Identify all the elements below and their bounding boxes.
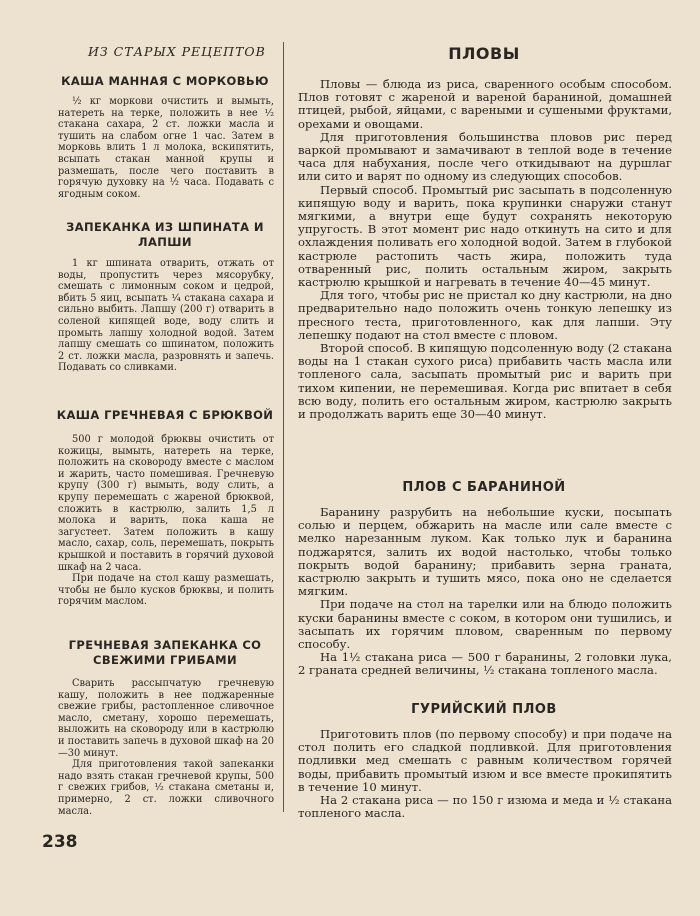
paragraph: При подаче на стол на тарелки или на блюдо положить куски баранины вместе с соком, в котором они тушились, и засыпать их горячим пловом, сваренным по первому способу. bbox=[298, 597, 672, 652]
recipe-body-guriyskiy bbox=[298, 728, 672, 820]
paragraph: Приготовить плов (по первому способу) и при подаче на стол полить его сладкой подливкой. Для приготовления подливки мед смешать с равным количеством горячей воды, прибавить промытый изюм и все вместе прокипятить в течение 10 минут. bbox=[298, 727, 672, 794]
recipe-body-grechnevaya-bryukva bbox=[58, 434, 274, 608]
paragraph: 500 г молодой брюквы очистить от кожицы, вымыть, натереть на терке, положить на сковороду вместе с маслом и жарить, часто помешивая. Гречневую крупу (300 г) вымыть, воду слить, а крупу перемешать с жареной брюквой, сложить в кастрюлю, залить 1,5 л молока и варить, пока каша не загустеет. Затем положить в кашу масло, сахар, соль, перемешать, покрыть крышкой и поставить в горячий духовой шкаф на 2 часа. bbox=[58, 434, 274, 573]
paragraph: Второй способ. В кипящую подсоленную воду (2 стакана воды на 1 стакан сухого риса) прибавить часть масла или топленого сала, засыпать промытый рис и варить при тихом кипении, не перемешивая. Когда рис впитает в себя всю воду, полить его остальным жиром, кастрюлю закрыть и продолжать варить еще 30—40 минут. bbox=[298, 341, 672, 422]
paragraph: При подаче на стол кашу размешать, чтобы не было кусков брюквы, и полить горячим маслом. bbox=[58, 573, 274, 608]
paragraph: Первый способ. Промытый рис засыпать в подсоленную кипящую воду и варить, пока крупинки снаружи станут мягкими, а внутри еще будут сохранять некоторую упругость. В этот момент рис надо откинуть на сито и для охлаждения поливать его холодной водой. Затем в глубокой кастрюле растопить часть жира, положить туда отваренный рис, полить остальным жиром, закрыть кастрюлю крышкой и нагревать в течение 40—45 минут. bbox=[298, 182, 672, 290]
paragraph: Для того, чтобы рис не пристал ко дну кастрюли, на дно предварительно надо положить очень тонкую лепешку из пресного теста, приготовленного, как для лапши. Эту лепешку подают на стол вместе с пловом. bbox=[298, 288, 672, 342]
recipe-body-mannaya bbox=[58, 96, 274, 200]
paragraph: Пловы — блюда из риса, сваренного особым способом. Плов готовят с жареной и вареной бараниной, домашней птицей, рыбой, яйцами, с вареными и сушеными фруктами, орехами и овощами. bbox=[298, 77, 672, 131]
recipe-title-grechnevaya-bryukva: КАША ГРЕЧНЕВАЯ С БРЮКВОЙ bbox=[56, 408, 274, 422]
paragraph: На 2 стакана риса — по 150 г изюма и меда и ½ стакана топленого масла. bbox=[298, 793, 672, 821]
recipe-title-guriyskiy: ГУРИЙСКИЙ ПЛОВ bbox=[411, 702, 557, 717]
recipe-body-spinach bbox=[58, 258, 274, 374]
page-number: 238 bbox=[42, 832, 78, 852]
recipe-body-plov-baranina bbox=[298, 506, 672, 678]
section-header: ИЗ СТАРЫХ РЕЦЕПТОВ bbox=[88, 44, 266, 59]
column-divider bbox=[283, 42, 284, 812]
recipe-title-mannaya: КАША МАННАЯ С МОРКОВЬЮ bbox=[61, 74, 269, 88]
paragraph: ½ кг моркови очистить и вымыть, натереть на терке, положить в нее ¹⁄₂ стакана сахара, 2 ст. ложки масла и тушить на слабом огне 1 час. Затем в морковь влить 1 л молока, вскипятить, всыпать стакан манной крупы и размешать, после чего поставить в горячую духовку на ½ часа. Подавать с ягодным соком. bbox=[58, 96, 274, 200]
paragraph: Для приготовления большинства пловов рис перед варкой промывают и замачивают в теплой воде в течение часа для набухания, после чего откидывают на дуршлаг или сито и варят по одному из следующих способов. bbox=[298, 129, 672, 184]
paragraph: Для приготовления такой запеканки надо взять стакан гречневой крупы, 500 г свежих грибов, ¹⁄₂ стакана сметаны и, примерно, 2 ст. ложки сливочного масла. bbox=[58, 759, 274, 817]
recipe-title-spinach: ЗАПЕКАНКА ИЗ ШПИНАТА И ЛАПШИ bbox=[66, 220, 264, 249]
paragraph: На 1½ стакана риса — 500 г баранины, 2 головки лука, 2 граната средней величины, ½ стакана топленого масла. bbox=[298, 650, 672, 678]
recipe-title-plov-baranina: ПЛОВ С БАРАНИНОЙ bbox=[402, 480, 566, 495]
recipe-title-grechnevaya-zapekanka: ГРЕЧНЕВАЯ ЗАПЕКАНКА СО СВЕЖИМИ ГРИБАМИ bbox=[68, 638, 262, 667]
recipe-title-plovy: ПЛОВЫ bbox=[448, 44, 520, 63]
recipe-body-grechnevaya-zapekanka bbox=[58, 678, 274, 817]
paragraph: Сварить рассыпчатую гречневую кашу, положить в нее поджаренные свежие грибы, растопленное сливочное масло, сметану, хорошо перемешать, выложить на сковороду или в кастрюлю и поставить запечь в духовой шкаф на 20—30 минут. bbox=[58, 678, 274, 759]
paragraph: 1 кг шпината отварить, отжать от воды, пропустить через мясорубку, смешать с лимонным соком и цедрой, вбить 5 яиц, всыпать ¹⁄₄ стакана сахара и сильно выбить. Лапшу (200 г) отварить в соленой кипящей воде, воду слить и промыть лапшу холодной водой. Затем лапшу смешать со шпинатом, положить 2 ст. ложки масла, разровнять и запечь. Подавать со сливками. bbox=[58, 258, 274, 374]
recipe-body-plovy bbox=[298, 78, 672, 421]
paragraph: Баранину разрубить на небольшие куски, посыпать солью и перцем, обжарить на масле или сале вместе с мелко нарезанным луком. Как только лук и баранина поджарятся, залить их водой настолько, чтобы только покрыть водой баранину; прибавить зерна граната, кастрюлю закрыть и тушить мясо, пока оно не сделается мягким. bbox=[298, 505, 672, 599]
